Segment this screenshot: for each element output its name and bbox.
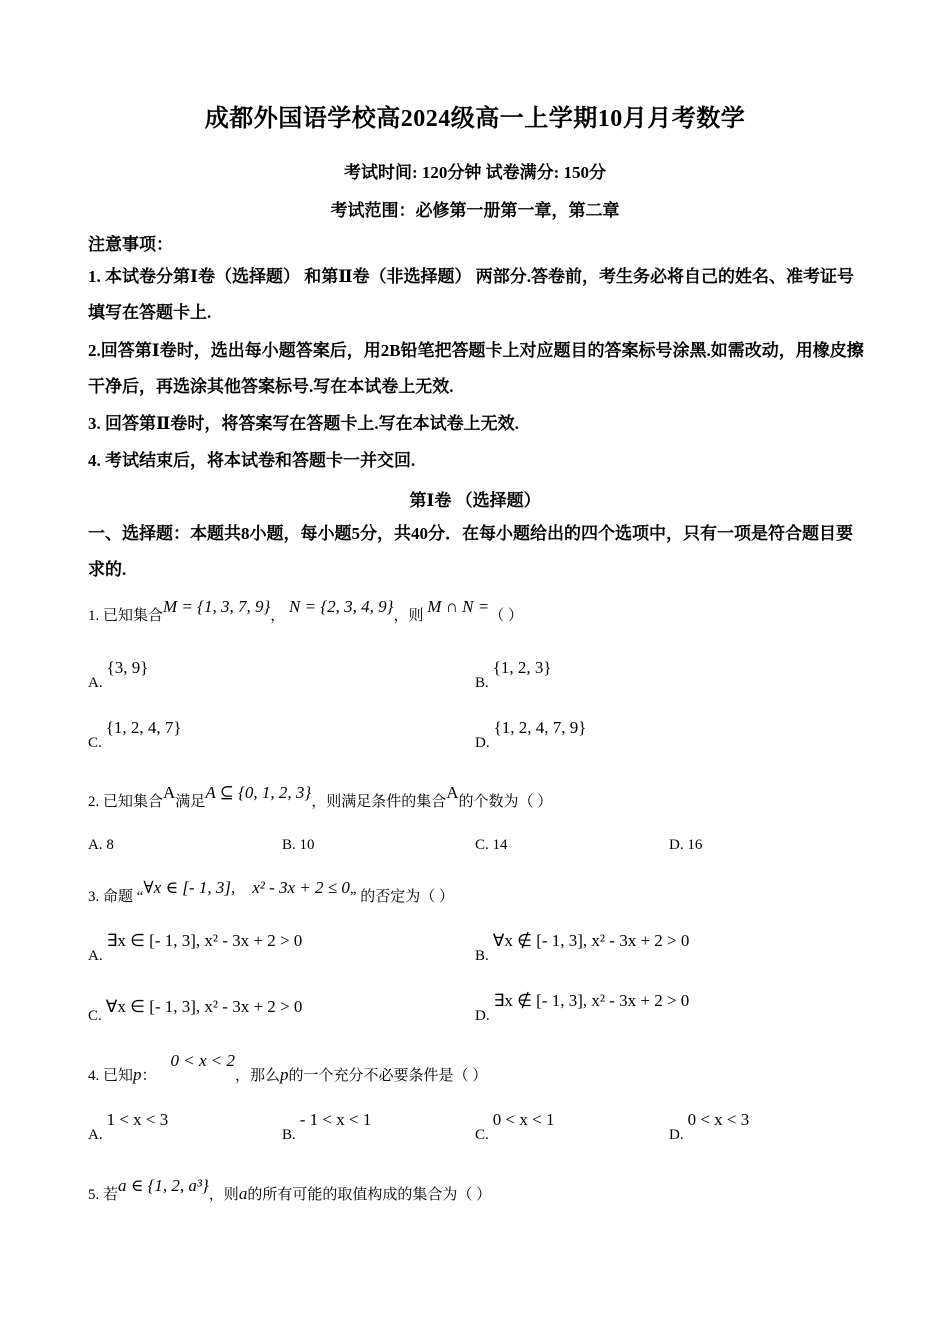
q4-option-d[interactable]: [669, 1110, 750, 1144]
question-4: [88, 1051, 488, 1085]
option-label: A.: [88, 675, 103, 691]
option-value: {1, 2, 3}: [492, 658, 552, 677]
q4-option-b[interactable]: [282, 1110, 372, 1144]
q2-count-text: 的个数为（ ）: [458, 794, 553, 810]
q5-variable-a: a: [238, 1184, 248, 1203]
q3-option-c[interactable]: [88, 997, 303, 1025]
q2-option-a[interactable]: [88, 837, 114, 854]
question-2: [88, 783, 553, 811]
option-label: B.: [475, 948, 489, 964]
q4-option-a[interactable]: [88, 1110, 169, 1144]
option-value: 0 < x < 3: [687, 1110, 750, 1129]
q1-option-b[interactable]: [475, 658, 552, 692]
q4-option-c[interactable]: [475, 1110, 555, 1144]
option-value: 8: [106, 837, 114, 853]
q4-colon: ：: [141, 1068, 157, 1084]
q4-sufficient-text: 的一个充分不必要条件是（ ）: [288, 1068, 488, 1084]
option-value: - 1 < x < 1: [299, 1110, 372, 1129]
option-value: 0 < x < 1: [492, 1110, 555, 1129]
option-label: A.: [88, 1127, 103, 1143]
q5-set-text: 的所有可能的取值构成的集合为（ ）: [247, 1187, 492, 1203]
option-label: B.: [282, 1127, 296, 1143]
note-item-3: 3. 回答第Ⅱ卷时，将答案写在答题卡上.写在本试卷上无效.: [88, 414, 519, 433]
option-label: D.: [669, 837, 684, 853]
q4-then-text: ，那么: [235, 1068, 281, 1084]
option-label: C.: [475, 837, 489, 853]
q2-set-a-ref: A: [446, 783, 459, 802]
section-instruction: 一、选择题：本题共8小题，每小题5分，共40分．在每小题给出的四个选项中，只有一项是符合题目要求的.: [88, 524, 853, 579]
option-label: D.: [475, 1008, 490, 1024]
option-value: 14: [492, 837, 508, 853]
option-label: D.: [669, 1127, 684, 1143]
q5-then-text: ，则: [208, 1187, 239, 1203]
option-value: ∃x ∉ [- 1, 3], x² - 3x + 2 > 0: [493, 991, 690, 1010]
q1-separator: ，: [270, 608, 286, 624]
q1-set-m: M = {1, 3, 7, 9}: [163, 597, 271, 616]
q1-set-n: N = {2, 3, 4, 9}: [289, 597, 394, 616]
exam-scope: 考试范围：必修第一册第一章，第二章: [330, 201, 620, 220]
option-label: B.: [475, 675, 489, 691]
q3-option-a[interactable]: [88, 931, 303, 965]
q1-option-a[interactable]: [88, 658, 149, 692]
q2-stem-text: 2. 已知集合: [88, 794, 164, 810]
note-item-4: 4. 考试结束后，将本试卷和答题卡一并交回.: [88, 451, 416, 470]
q1-option-c[interactable]: [88, 718, 182, 752]
option-label: B.: [282, 837, 296, 853]
q2-set-a: A: [163, 783, 176, 802]
option-value: 1 < x < 3: [106, 1110, 169, 1129]
q4-condition: 0 < x < 2: [170, 1051, 236, 1070]
q1-stem-text: 1. 已知集合: [88, 608, 164, 624]
option-label: D.: [475, 735, 490, 751]
q1-blank: （ ）: [489, 608, 523, 624]
option-value: {1, 2, 4, 7}: [105, 718, 182, 737]
q2-satisfy-text: 满足: [175, 794, 206, 810]
q1-then-text: ，则: [393, 608, 424, 624]
option-label: C.: [475, 1127, 489, 1143]
option-value: {1, 2, 4, 7, 9}: [493, 718, 587, 737]
section-title: [0, 486, 950, 511]
q2-subset-condition: A ⊆ {0, 1, 2, 3}: [205, 783, 312, 802]
option-value: {3, 9}: [106, 658, 149, 677]
q2-option-d[interactable]: [669, 837, 702, 854]
q3-proposition: ∀x ∈ [- 1, 3], x² - 3x + 2 ≤ 0: [143, 878, 350, 897]
q2-option-c[interactable]: [475, 837, 508, 854]
option-value: 10: [299, 837, 315, 853]
q3-stem-text: 3. 命题 “: [88, 889, 144, 905]
q5-stem-text: 5. 若: [88, 1187, 119, 1203]
q2-then-text: ，则满足条件的集合: [311, 794, 447, 810]
q5-membership-condition: a ∈ {1, 2, a³}: [118, 1176, 209, 1195]
question-1: [88, 597, 523, 625]
q3-option-b[interactable]: [475, 931, 690, 965]
question-3: [88, 878, 455, 906]
q4-proposition-p: p: [133, 1065, 142, 1084]
exam-time-info: 考试时间: 120分钟 试卷满分: 150分: [343, 163, 607, 182]
q1-option-d[interactable]: [475, 718, 587, 752]
option-label: C.: [88, 1008, 102, 1024]
option-label: A.: [88, 948, 103, 964]
question-5: [88, 1176, 492, 1204]
q1-intersection: M ∩ N =: [427, 597, 490, 616]
option-label: A.: [88, 837, 103, 853]
q2-option-b[interactable]: [282, 837, 315, 854]
note-item-2: 2.回答第Ⅰ卷时，选出每小题答案后，用2B铅笔把答题卡上对应题目的答案标号涂黑.如需改动，用橡皮擦干净后，再选涂其他答案标号.写在本试卷上无效.: [88, 341, 864, 396]
notes-heading: 注意事项：: [88, 235, 173, 254]
option-value: ∀x ∉ [- 1, 3], x² - 3x + 2 > 0: [492, 931, 690, 950]
section-title-text: 第Ⅰ卷 （选择题）: [409, 491, 541, 510]
q3-negation-text: ” 的否定为（ ）: [349, 889, 455, 905]
exam-title: 成都外国语学校高2024级高一上学期10月月考数学: [204, 106, 746, 132]
note-item-1: 1. 本试卷分第Ⅰ卷（选择题） 和第Ⅱ卷（非选择题） 两部分.答卷前，考生务必将自己的姓名、准考证号填写在答题卡上.: [88, 267, 855, 322]
q4-stem-text: 4. 已知: [88, 1068, 134, 1084]
option-value: ∀x ∈ [- 1, 3], x² - 3x + 2 > 0: [105, 997, 303, 1016]
option-value: ∃x ∈ [- 1, 3], x² - 3x + 2 > 0: [106, 931, 303, 950]
q4-proposition-p-ref: p: [280, 1065, 289, 1084]
option-label: C.: [88, 735, 102, 751]
option-value: 16: [687, 837, 703, 853]
q3-option-d[interactable]: [475, 991, 690, 1025]
